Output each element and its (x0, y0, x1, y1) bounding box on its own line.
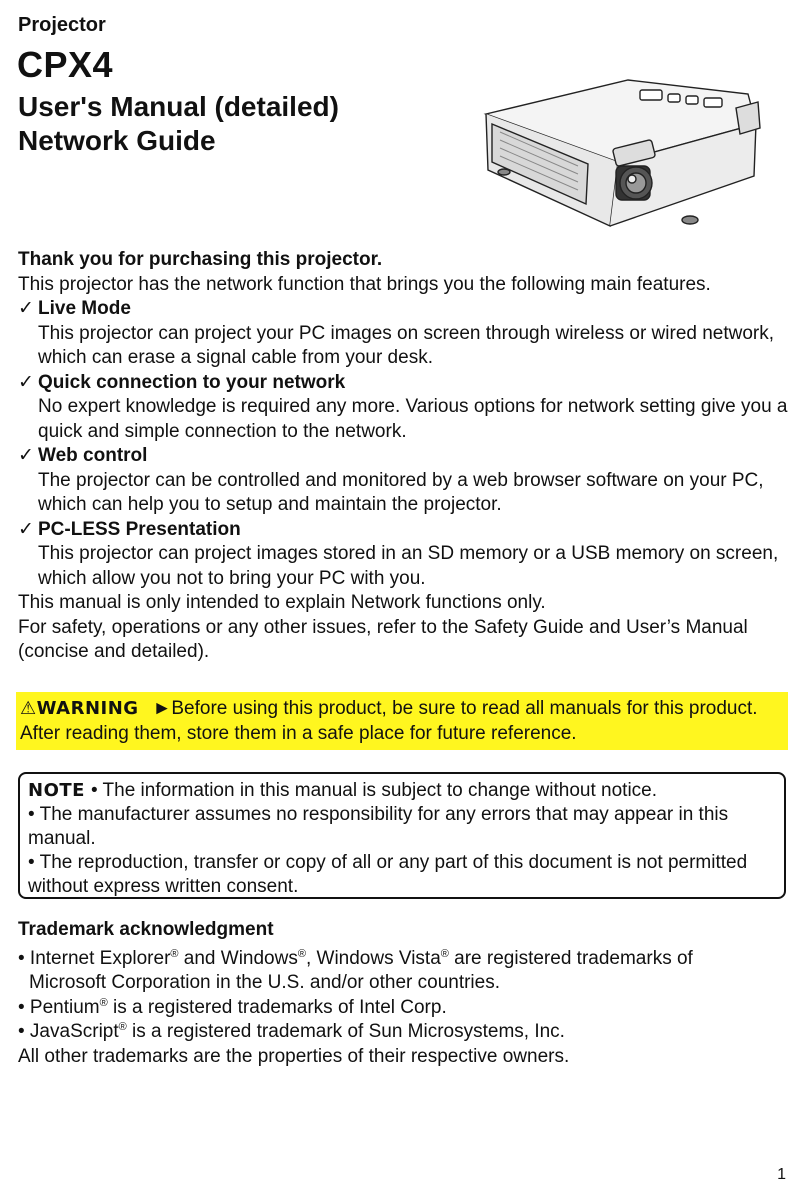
feature-title: Live Mode (38, 298, 131, 319)
warning-label: ⚠WARNING (20, 698, 139, 719)
trademark-item: • Pentium® is a registered trademarks of Intel Corp. (18, 996, 447, 1018)
feature-title: Quick connection to your network (38, 371, 346, 393)
trademark-heading: Trademark acknowledgment (18, 919, 274, 940)
projector-illustration (478, 74, 768, 234)
checkmark-icon: ✓ (18, 371, 34, 393)
trademark-item: • JavaScript® is a registered trademark of Sun Microsystems, Inc. (18, 1021, 565, 1042)
trademark-item: • Internet Explorer® and Windows®, Windows Vista® are registered trademarks of (18, 947, 693, 969)
model-name: CPX4 (17, 44, 114, 85)
note-label: NOTE (28, 780, 85, 801)
note-box (18, 772, 786, 899)
note-item: • The reproduction, transfer or copy of all or any part of this document is not permitted without express written consent. (28, 852, 748, 897)
thanks-heading: Thank you for purchasing this projector. (18, 249, 383, 270)
warning-text: ►Before using this product, be sure to read all manuals for this product. After reading them, store them in a safe place for future reference. (20, 698, 758, 744)
feature-item (18, 518, 793, 592)
warning-triangle-icon: ⚠ (20, 698, 37, 719)
feature-item (18, 297, 793, 371)
page-number: 1 (777, 1166, 786, 1183)
checkmark-icon: ✓ (18, 298, 34, 319)
note-item: • The manufacturer assumes no responsibility for any errors that may appear in this manual. (28, 804, 729, 849)
trademark-section (18, 918, 793, 1069)
feature-description: This projector can project images stored in an SD memory or a USB memory on screen, which allow you not to bring your PC with you. (38, 543, 779, 589)
feature-description: The projector can be controlled and monitored by a web browser software on your PC, which can help you to setup and maintain the projector. (38, 469, 764, 515)
feature-description: No expert knowledge is required any more. Various options for network setting give you a quick and simple connection to the network. (38, 396, 788, 442)
title-line-2: Network Guide (18, 125, 216, 156)
feature-item (18, 371, 793, 445)
trademark-item-continued: Microsoft Corporation in the U.S. and/or other countries. (29, 972, 501, 993)
intro-lead: This projector has the network function that brings you the following main features. (18, 273, 711, 295)
checkmark-icon: ✓ (18, 518, 34, 540)
feature-title: Web control (38, 445, 148, 466)
safety-reference: For safety, operations or any other issues, refer to the Safety Guide and User’s Manual (concise and detailed). (18, 616, 748, 662)
note-item: NOTE • The information in this manual is subject to change without notice. (28, 780, 658, 801)
feature-item (18, 444, 793, 518)
title-line-1: User's Manual (detailed) (18, 91, 339, 122)
feature-description: This projector can project your PC images on screen through wireless or wired network, which can erase a signal cable from your desk. (38, 322, 775, 368)
checkmark-icon: ✓ (18, 445, 34, 466)
introduction (18, 248, 793, 665)
warning-box (16, 692, 788, 750)
scope-statement: This manual is only intended to explain Network functions only. (18, 592, 546, 613)
document-category: Projector (18, 14, 106, 36)
trademark-footer: All other trademarks are the properties of their respective owners. (18, 1045, 570, 1067)
document-title (18, 90, 339, 158)
feature-title: PC-LESS Presentation (38, 518, 241, 540)
